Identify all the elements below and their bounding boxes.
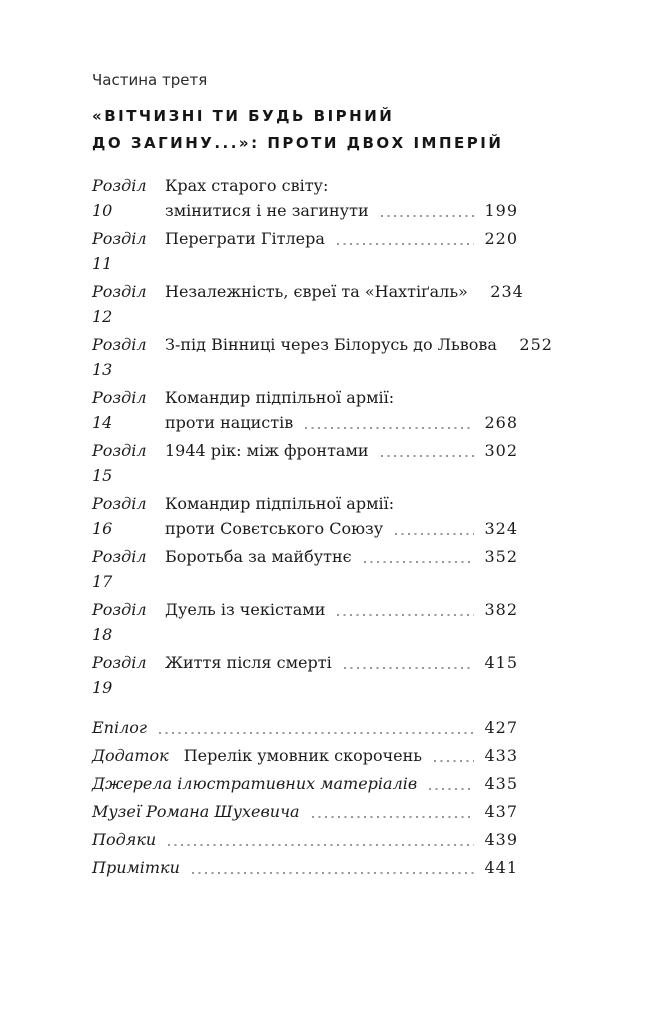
chapter-title: Боротьба за майбутнє [165, 547, 352, 566]
backmatter-label: Подяки [92, 830, 157, 849]
toc-entry [92, 279, 524, 329]
chapter-title-line [165, 438, 518, 463]
chapter-content [165, 173, 518, 223]
toc-entry [92, 597, 518, 647]
dot-leader [337, 614, 474, 616]
toc-entry [92, 385, 518, 435]
backmatter-title: Перелік умовник скорочень [183, 746, 422, 765]
dot-leader [344, 667, 474, 669]
toc-entry [92, 226, 518, 276]
page-number: 435 [484, 774, 518, 793]
backmatter-entry [92, 855, 518, 880]
chapter-content [165, 279, 524, 329]
page-number: 268 [484, 413, 518, 432]
backmatter-entry [92, 799, 518, 824]
table-of-contents [92, 70, 553, 883]
chapter-title: 1944 рік: між фронтами [165, 441, 369, 460]
page-number: 220 [484, 229, 518, 248]
chapter-label: Розділ 18 [92, 600, 147, 644]
backmatter-label: Джерела ілюстративних матеріалів [92, 774, 418, 793]
page-number: 199 [484, 201, 518, 220]
chapter-content [165, 544, 518, 594]
dot-leader [381, 215, 474, 217]
chapter-title: проти нацистів [165, 413, 294, 432]
chapter-title-line2 [165, 198, 518, 223]
dot-leader [168, 844, 474, 846]
page-number: 324 [484, 519, 518, 538]
dot-leader [381, 455, 474, 457]
chapter-label: Розділ 12 [92, 282, 147, 326]
chapter-title: Незалежність, євреї та «Нахтіґаль» [165, 282, 468, 301]
dot-leader [312, 816, 474, 818]
chapter-title-line2 [165, 516, 518, 541]
part-title-line2: ДО ЗАГИНУ...»: ПРОТИ ДВОХ ІМПЕРІЙ [92, 134, 504, 152]
chapter-label: Розділ 19 [92, 653, 147, 697]
chapter-entries [92, 173, 553, 700]
backmatter-label: Примітки [92, 858, 180, 877]
backmatter-entries [92, 715, 518, 880]
chapter-content [165, 597, 518, 647]
dot-leader [364, 561, 474, 563]
chapter-title: Переграти Гітлера [165, 229, 325, 248]
toc-entry [92, 332, 553, 382]
toc-entry [92, 650, 518, 700]
chapter-content [165, 226, 518, 276]
chapter-title-line [165, 544, 518, 569]
chapter-label: Розділ 15 [92, 441, 147, 485]
dot-leader [395, 533, 474, 535]
toc-entry [92, 173, 518, 223]
chapter-content [165, 491, 518, 541]
chapter-content [165, 650, 518, 700]
dot-leader [305, 427, 474, 429]
page-number: 441 [484, 858, 518, 877]
chapter-content [165, 438, 518, 488]
chapter-title: Дуель із чекістами [165, 600, 326, 619]
page-number: 252 [519, 335, 553, 354]
chapter-title-line1: Крах старого світу: [165, 176, 329, 195]
chapter-title-line2 [165, 410, 518, 435]
page-number: 427 [484, 718, 518, 737]
page-number: 234 [490, 282, 524, 301]
page-number: 433 [484, 746, 518, 765]
chapter-label: Розділ 14 [92, 388, 147, 432]
chapter-title-line [165, 332, 553, 357]
part-title-line1: «ВІТЧИЗНІ ТИ БУДЬ ВІРНИЙ [92, 107, 395, 125]
page-number: 415 [484, 653, 518, 672]
toc-entry [92, 491, 518, 541]
chapter-title-line [165, 226, 518, 251]
chapter-label: Розділ 11 [92, 229, 147, 273]
chapter-label: Розділ 17 [92, 547, 147, 591]
page-number: 352 [484, 547, 518, 566]
toc-entry [92, 438, 518, 488]
dot-leader [434, 760, 474, 762]
backmatter-entry [92, 715, 518, 740]
dot-leader [192, 872, 474, 874]
page-number: 302 [484, 441, 518, 460]
backmatter-label: Музеї Романа Шухевича [92, 802, 300, 821]
page-number: 437 [484, 802, 518, 821]
dot-leader [337, 243, 474, 245]
page-number: 439 [484, 830, 518, 849]
chapter-content [165, 385, 518, 435]
chapter-title-line1: Командир підпільної армії: [165, 494, 395, 513]
chapter-content [165, 332, 553, 382]
chapter-title-line [165, 597, 518, 622]
chapter-label: Розділ 16 [92, 494, 147, 538]
backmatter-label: Додаток [92, 746, 169, 765]
backmatter-entry [92, 743, 518, 768]
chapter-title: проти Совєтського Союзу [165, 519, 384, 538]
toc-entry [92, 544, 518, 594]
chapter-title: З-під Вінниці через Білорусь до Львова [165, 335, 497, 354]
chapter-label: Розділ 13 [92, 335, 147, 379]
dot-leader [159, 732, 474, 734]
chapter-title-line [165, 650, 518, 675]
backmatter-label: Епілог [92, 718, 148, 737]
chapter-title: Життя після смерті [165, 653, 332, 672]
chapter-title-line [165, 279, 524, 304]
dot-leader [429, 788, 474, 790]
page-number: 382 [484, 600, 518, 619]
backmatter-entry [92, 771, 518, 796]
chapter-title: змінитися і не загинути [165, 201, 369, 220]
chapter-label: Розділ 10 [92, 176, 147, 220]
backmatter-entry [92, 827, 518, 852]
chapter-title-line1: Командир підпільної армії: [165, 388, 395, 407]
part-label: Частина третя [92, 71, 208, 89]
